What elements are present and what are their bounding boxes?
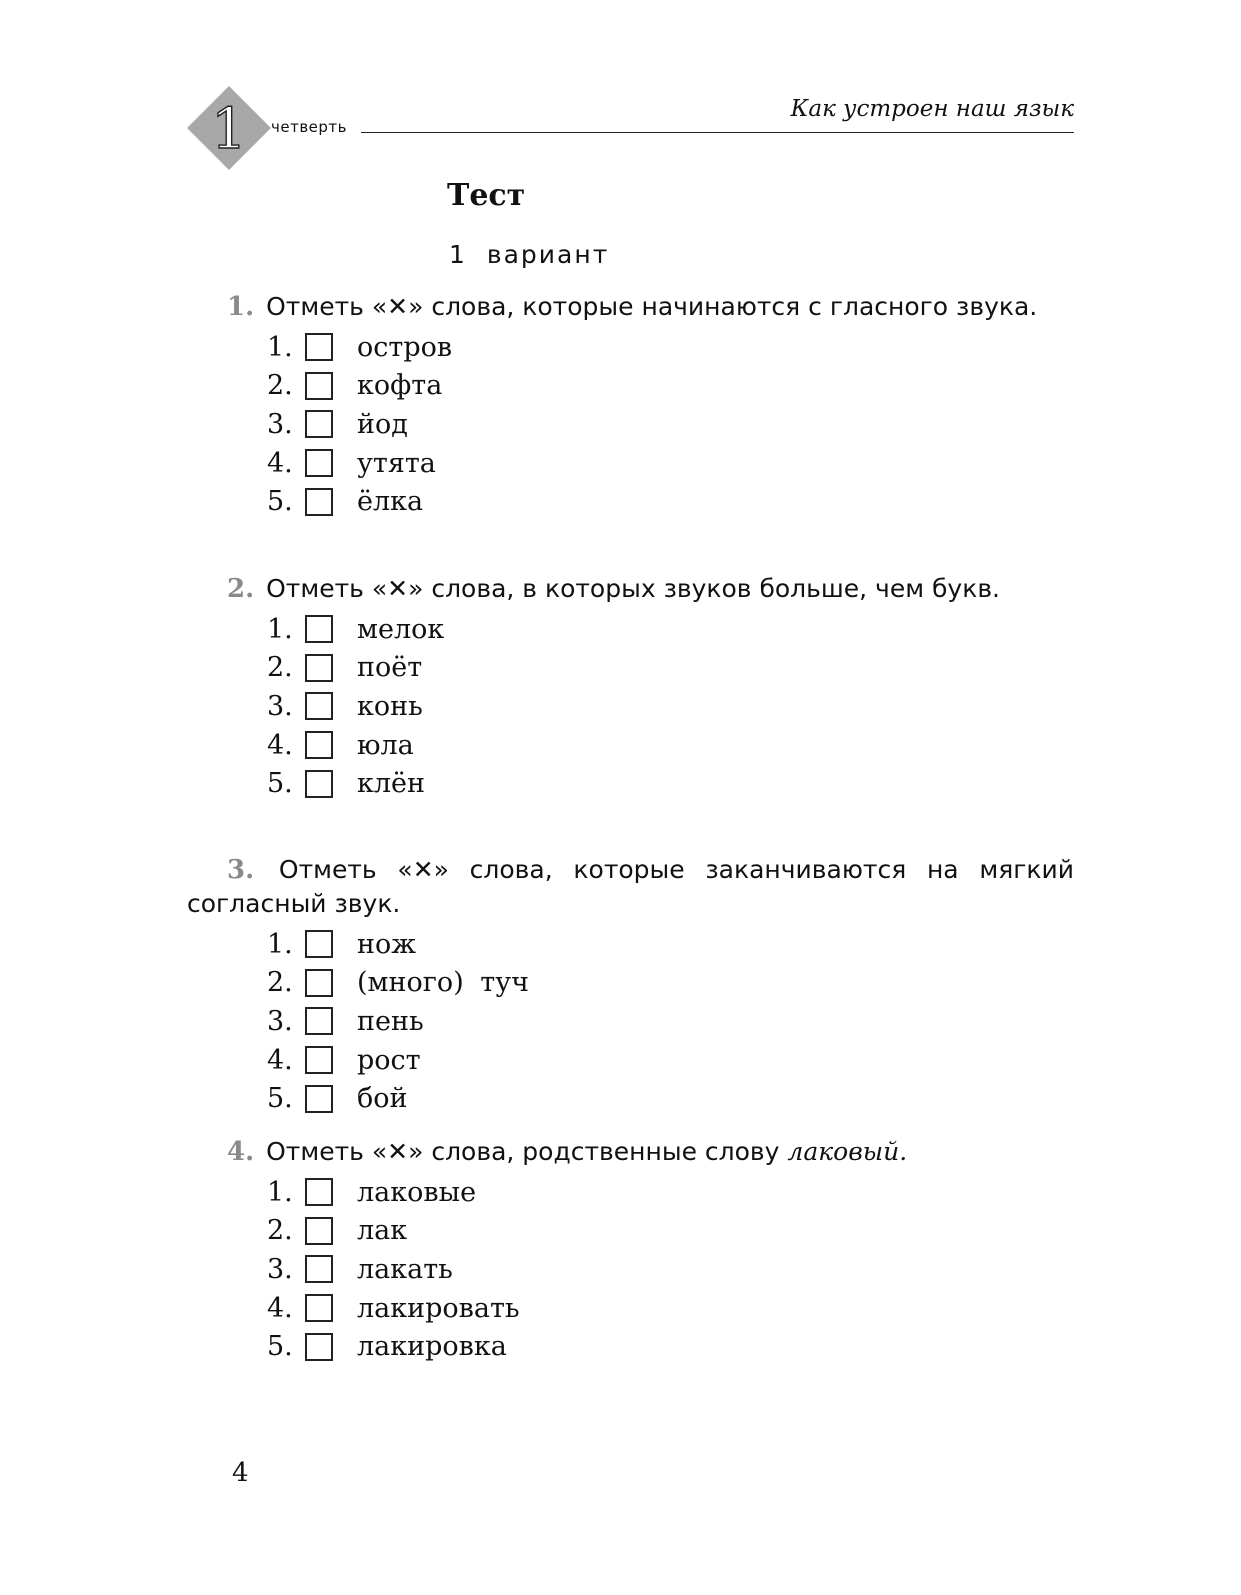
checkbox[interactable] — [305, 410, 333, 438]
option-text: нож — [357, 928, 417, 960]
checkbox[interactable] — [305, 615, 333, 643]
question-number: 4. — [227, 1137, 255, 1167]
option-number: 2. — [267, 1215, 293, 1247]
option-number: 4. — [267, 1044, 293, 1076]
quarter-badge — [187, 86, 271, 170]
option-item — [267, 649, 1074, 688]
header-rule — [361, 132, 1074, 133]
question-number: 1. — [227, 292, 255, 322]
question-1 — [187, 290, 1074, 521]
question-text — [187, 572, 1074, 606]
option-number: 1. — [267, 1176, 293, 1208]
option-number: 3. — [267, 1005, 293, 1037]
option-text: кофта — [357, 370, 443, 402]
option-text: лакировать — [357, 1292, 520, 1324]
question-prompt: Отметь «✕» слова, в которых звуков больше, чем букв. — [266, 574, 1000, 603]
option-item — [267, 764, 1074, 803]
quarter-number: 1 — [211, 97, 247, 162]
option-number: 5. — [267, 1083, 293, 1115]
option-text: лаковые — [357, 1176, 477, 1208]
checkbox[interactable] — [305, 1007, 333, 1035]
option-number: 3. — [267, 408, 293, 440]
checkbox[interactable] — [305, 1217, 333, 1245]
option-text: йод — [357, 408, 408, 440]
checkbox[interactable] — [305, 1294, 333, 1322]
option-item — [267, 1212, 1074, 1251]
checkbox[interactable] — [305, 1085, 333, 1113]
checkbox[interactable] — [305, 654, 333, 682]
option-text: лак — [357, 1215, 408, 1247]
option-text: лакать — [357, 1253, 453, 1285]
checkbox[interactable] — [305, 1255, 333, 1283]
checkbox[interactable] — [305, 692, 333, 720]
option-item — [267, 1173, 1074, 1212]
page-title: Тест — [447, 178, 526, 213]
option-item — [267, 687, 1074, 726]
checkbox[interactable] — [305, 1046, 333, 1074]
option-item — [267, 610, 1074, 649]
question-text — [187, 290, 1074, 324]
option-number: 2. — [267, 652, 293, 684]
option-number: 3. — [267, 1253, 293, 1285]
option-text: лакировка — [357, 1331, 507, 1363]
checkbox[interactable] — [305, 930, 333, 958]
checkbox[interactable] — [305, 1178, 333, 1206]
option-text: мелок — [357, 613, 445, 645]
option-text: клён — [357, 768, 426, 800]
option-item — [267, 925, 1074, 964]
checkbox[interactable] — [305, 333, 333, 361]
option-text: пень — [357, 1005, 424, 1037]
option-item — [267, 367, 1074, 406]
checkbox[interactable] — [305, 449, 333, 477]
option-item — [267, 1041, 1074, 1080]
option-number: 4. — [267, 447, 293, 479]
option-number: 4. — [267, 729, 293, 761]
options-list — [187, 328, 1074, 521]
option-text: утята — [357, 447, 436, 479]
option-text: поёт — [357, 652, 423, 684]
option-number: 1. — [267, 928, 293, 960]
checkbox[interactable] — [305, 731, 333, 759]
option-text: конь — [357, 690, 423, 722]
option-text: юла — [357, 729, 414, 761]
question-4 — [187, 1135, 1074, 1366]
checkbox[interactable] — [305, 1333, 333, 1361]
question-keyword: лаковый. — [787, 1137, 908, 1166]
section-title: Как устроен наш язык — [790, 96, 1074, 122]
option-item — [267, 1079, 1074, 1118]
question-prompt: Отметь «✕» слова, которые начинаются с гласного звука. — [266, 292, 1038, 321]
option-number: 3. — [267, 690, 293, 722]
option-item — [267, 482, 1074, 521]
option-item — [267, 726, 1074, 765]
option-text: рост — [357, 1044, 421, 1076]
checkbox[interactable] — [305, 969, 333, 997]
option-text: (много) туч — [357, 967, 529, 999]
question-number: 3. — [227, 855, 255, 885]
option-item — [267, 964, 1074, 1003]
option-item — [267, 1250, 1074, 1289]
option-number: 2. — [267, 967, 293, 999]
option-number: 5. — [267, 1331, 293, 1363]
option-item — [267, 1289, 1074, 1328]
option-text: бой — [357, 1083, 408, 1115]
question-3 — [187, 853, 1074, 1118]
option-item — [267, 1002, 1074, 1041]
option-number: 4. — [267, 1292, 293, 1324]
page-number: 4 — [232, 1458, 249, 1488]
options-list — [187, 925, 1074, 1118]
option-text: остров — [357, 331, 453, 363]
option-number: 5. — [267, 768, 293, 800]
quarter-label: четверть — [271, 118, 347, 136]
option-number: 2. — [267, 370, 293, 402]
question-prompt: Отметь «✕» слова, которые заканчиваются на мягкий согласный звук. — [187, 855, 1074, 918]
question-2 — [187, 572, 1074, 803]
option-item — [267, 444, 1074, 483]
question-number: 2. — [227, 574, 255, 604]
question-prompt: Отметь «✕» слова, родственные слову — [266, 1137, 788, 1166]
checkbox[interactable] — [305, 770, 333, 798]
option-number: 1. — [267, 613, 293, 645]
variant-label: 1 вариант — [449, 240, 610, 269]
question-text — [187, 1135, 1074, 1169]
question-text — [187, 853, 1074, 921]
options-list — [187, 610, 1074, 803]
option-number: 1. — [267, 331, 293, 363]
options-list — [187, 1173, 1074, 1366]
option-number: 5. — [267, 486, 293, 518]
checkbox[interactable] — [305, 488, 333, 516]
option-text: ёлка — [357, 486, 424, 518]
option-item — [267, 405, 1074, 444]
option-item — [267, 328, 1074, 367]
checkbox[interactable] — [305, 372, 333, 400]
option-item — [267, 1327, 1074, 1366]
